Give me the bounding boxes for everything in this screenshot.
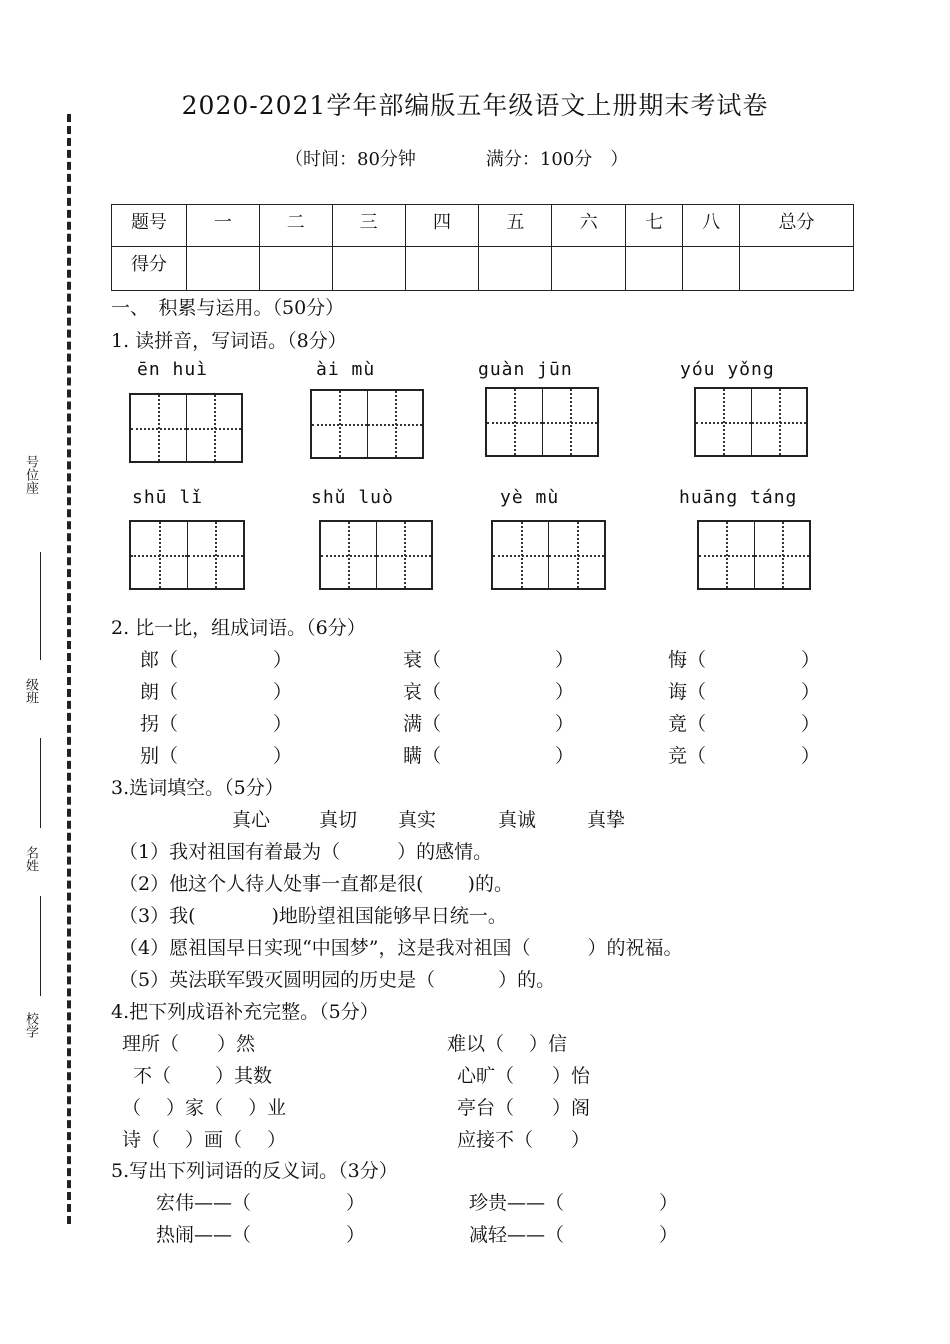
writing-grid[interactable]: [491, 520, 606, 590]
compare-item: 满（ ）: [403, 713, 575, 735]
fill-item: （5）英法联军毁灭圆明园的历史是（ ）的。: [119, 969, 556, 991]
antonym-item: 宏伟——（ ）: [156, 1192, 366, 1214]
pinyin: ēn huì: [137, 359, 209, 380]
fill-item: （1）我对祖国有着最为（ ）的感情。: [119, 841, 493, 863]
pinyin: ài mù: [316, 359, 376, 380]
compare-item: 竟（ ）: [668, 713, 821, 735]
question-3-title: 3.选词填空。（5分）: [111, 777, 284, 799]
header-cell: 一: [186, 205, 259, 247]
class-label: 级班: [23, 678, 38, 704]
writing-grid[interactable]: [485, 387, 599, 457]
section-heading: 一、 积累与运用。（50分）: [111, 297, 345, 319]
pinyin: guàn jūn: [478, 359, 573, 380]
name-line: [40, 896, 41, 996]
score-cell[interactable]: [740, 247, 854, 291]
writing-grid[interactable]: [694, 387, 808, 457]
compare-item: 郎（ ）: [140, 649, 293, 671]
word-option: 真心: [232, 809, 271, 831]
header-cell: 七: [626, 205, 683, 247]
header-cell: 二: [259, 205, 332, 247]
fill-item: （2）他这个人待人处事一直都是很( )的。: [119, 873, 513, 895]
writing-grid[interactable]: [319, 520, 433, 590]
score-cell[interactable]: [552, 247, 626, 291]
writing-grid[interactable]: [697, 520, 811, 590]
idiom-item: 诗（ ）画（ ）: [122, 1129, 287, 1151]
word-option: 真挚: [587, 809, 626, 831]
score-cell[interactable]: [332, 247, 405, 291]
name-label: 名姓: [23, 846, 38, 872]
antonym-item: 珍贵——（ ）: [469, 1192, 679, 1214]
score-info: 满分：100分 ）: [485, 149, 629, 170]
pinyin: shū lǐ: [132, 487, 204, 508]
writing-grid[interactable]: [310, 389, 424, 459]
header-cell: 四: [405, 205, 479, 247]
pinyin: huāng táng: [679, 487, 798, 508]
time-info: （时间：80分钟: [285, 149, 416, 170]
question-4-title: 4.把下列成语补充完整。（5分）: [111, 1001, 379, 1023]
cut-line: [67, 114, 71, 1224]
page-title: 2020-2021学年部编版五年级语文上册期末考试卷: [181, 91, 769, 120]
idiom-item: 难以（ ）信: [447, 1033, 568, 1055]
fill-item: （4）愿祖国早日实现“中国梦”，这是我对祖国（ ）的祝福。: [119, 937, 683, 959]
pinyin: yóu yǒng: [680, 359, 775, 380]
header-cell: 题号: [112, 205, 187, 247]
idiom-item: 心旷（ ）怡: [457, 1065, 591, 1087]
word-option: 真诚: [498, 809, 537, 831]
compare-item: 衰（ ）: [403, 649, 575, 671]
seat-label: 号位座: [23, 455, 38, 494]
idiom-item: 理所（ ）然: [122, 1033, 256, 1055]
compare-item: 竞（ ）: [668, 745, 821, 767]
fill-item: （3）我( )地盼望祖国能够早日统一。: [119, 905, 507, 927]
score-cell[interactable]: [626, 247, 683, 291]
class-line: [40, 738, 41, 828]
pinyin: shǔ luò: [311, 487, 394, 508]
header-cell: 总分: [740, 205, 854, 247]
antonym-item: 热闹——（ ）: [156, 1224, 366, 1246]
pinyin: yè mù: [500, 487, 560, 508]
idiom-item: （ ）家（ ）业: [122, 1097, 287, 1119]
score-cell[interactable]: [405, 247, 479, 291]
row-label: 得分: [112, 247, 187, 291]
compare-item: 拐（ ）: [140, 713, 293, 735]
compare-item: 瞒（ ）: [403, 745, 575, 767]
word-option: 真切: [319, 809, 358, 831]
school-label: 校学: [23, 1012, 38, 1038]
seat-line: [40, 552, 41, 660]
score-cell[interactable]: [186, 247, 259, 291]
header-cell: 六: [552, 205, 626, 247]
subtitle: [285, 145, 698, 171]
question-2-title: 2. 比一比，组成词语。（6分）: [111, 617, 366, 639]
compare-item: 哀（ ）: [403, 681, 575, 703]
compare-item: 别（ ）: [140, 745, 293, 767]
writing-grid[interactable]: [129, 520, 245, 590]
writing-grid[interactable]: [129, 393, 243, 463]
idiom-item: 不（ ）其数: [133, 1065, 273, 1087]
question-1-title: 1. 读拼音，写词语。（8分）: [111, 330, 347, 352]
idiom-item: 亭台（ ）阁: [457, 1097, 591, 1119]
question-5-title: 5.写出下列词语的反义词。（3分）: [111, 1160, 398, 1182]
score-cell[interactable]: [479, 247, 552, 291]
idiom-item: 应接不（ ）: [457, 1129, 591, 1151]
compare-item: 诲（ ）: [668, 681, 821, 703]
score-table: [111, 204, 854, 291]
antonym-item: 减轻——（ ）: [469, 1224, 679, 1246]
compare-item: 悔（ ）: [668, 649, 821, 671]
header-cell: 八: [683, 205, 740, 247]
compare-item: 朗（ ）: [140, 681, 293, 703]
score-cell[interactable]: [259, 247, 332, 291]
header-cell: 三: [332, 205, 405, 247]
header-cell: 五: [479, 205, 552, 247]
word-option: 真实: [398, 809, 437, 831]
score-cell[interactable]: [683, 247, 740, 291]
